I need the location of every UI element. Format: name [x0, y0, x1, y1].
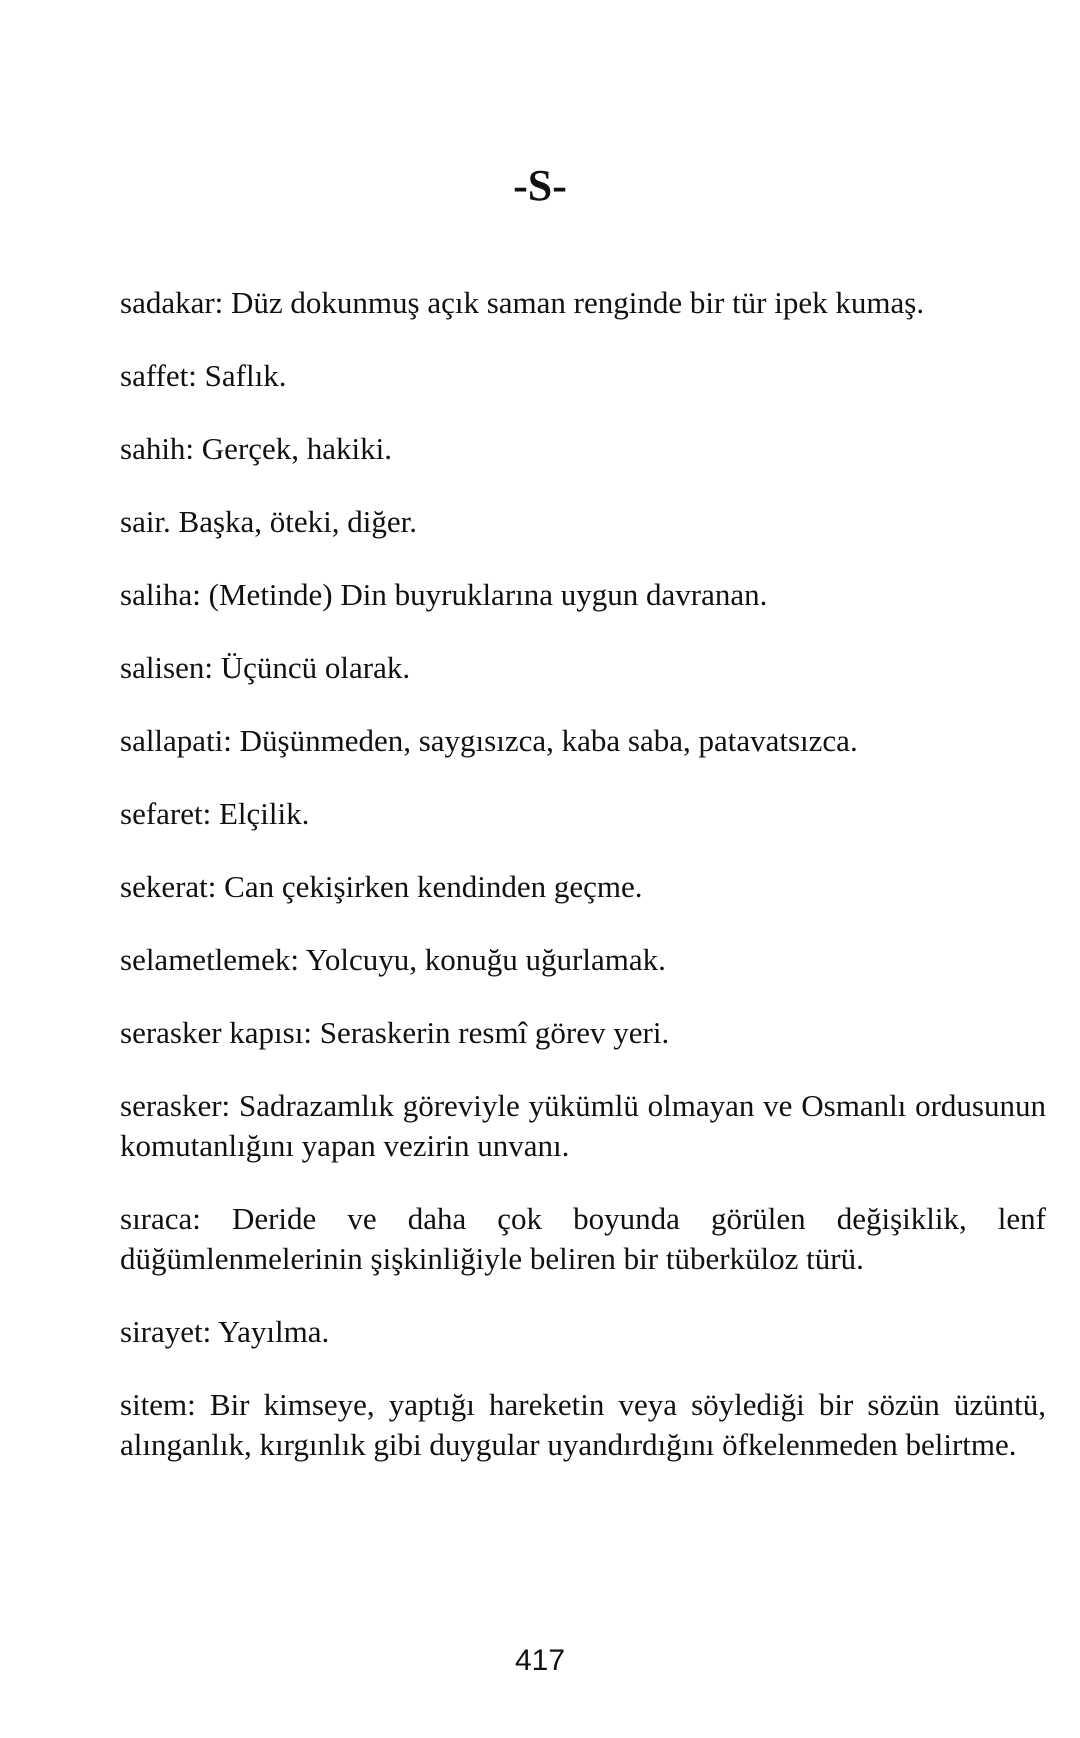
- glossary-entry: serasker kapısı: Seraskerin resmî görev yeri.: [120, 1015, 670, 1050]
- glossary-entry: sefaret: Elçilik.: [120, 796, 310, 831]
- glossary-entry: sallapati: Düşünmeden, saygısızca, kaba saba, patavatsızca.: [120, 723, 858, 758]
- glossary-entry: sıraca: Deride ve daha çok boyunda görülen değişiklik, lenf düğümlenmelerinin şişkinliğiyle beliren bir tüberküloz türü.: [120, 1201, 1046, 1276]
- glossary-entry: saffet: Saflık.: [120, 358, 287, 393]
- glossary-entry: selametlemek: Yolcuyu, konuğu uğurlamak.: [120, 942, 666, 977]
- glossary-entry: sair. Başka, öteki, diğer.: [120, 504, 418, 539]
- glossary-list: [120, 283, 1046, 1498]
- glossary-entry: sirayet: Yayılma.: [120, 1314, 330, 1349]
- glossary-entry: saliha: (Metinde) Din buyruklarına uygun davranan.: [120, 577, 768, 612]
- page-number: 417: [514, 1644, 566, 1677]
- glossary-entry: sahih: Gerçek, hakiki.: [120, 431, 393, 466]
- glossary-entry: sitem: Bir kimseye, yaptığı hareketin veya söylediği bir sözün üzüntü, alınganlık, kırgınlık gibi duygular uyandırdığını öfkelenmeden belirtme.: [120, 1387, 1046, 1462]
- glossary-entry: sekerat: Can çekişirken kendinden geçme.: [120, 869, 643, 904]
- section-heading: -S-: [513, 161, 567, 210]
- glossary-entry: sadakar: Düz dokunmuş açık saman renginde bir tür ipek kumaş.: [120, 285, 925, 320]
- glossary-entry: salisen: Üçüncü olarak.: [120, 650, 411, 685]
- glossary-entry: serasker: Sadrazamlık göreviyle yükümlü olmayan ve Osmanlı ordusunun komutanlığını yapan vezirin unvanı.: [120, 1088, 1046, 1163]
